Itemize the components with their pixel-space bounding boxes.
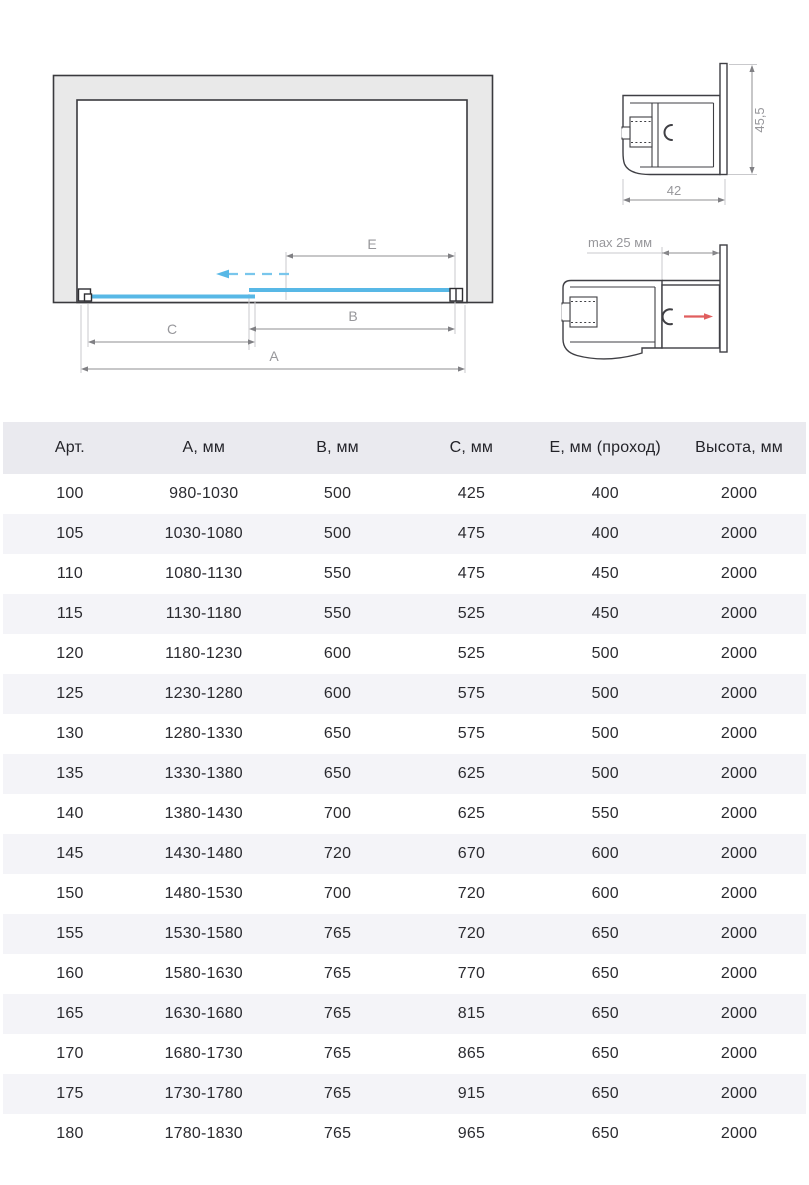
dim-label-e: E [367,236,377,252]
table-cell: 2000 [720,965,758,982]
table-cell: 475 [457,525,486,542]
table-cell: 525 [457,645,486,662]
table-cell: 765 [323,1125,352,1142]
table-row [3,514,806,554]
col-header-e: Е, мм (проход) [538,422,672,474]
table-cell: 2000 [720,565,758,582]
table-cell: 400 [591,525,619,542]
table-cell: 650 [591,925,619,942]
table-row [3,874,806,914]
table-cell: 2000 [720,1125,758,1142]
col-header-c: С, мм [404,422,538,474]
table-cell: 525 [457,605,486,622]
table-cell: 120 [56,645,84,662]
table-cell: 2000 [720,605,758,622]
table-cell: 145 [56,845,84,862]
dim-label-b: B [348,308,358,324]
table-cell: 500 [591,685,619,702]
table-cell: 135 [56,765,84,782]
table-row [3,794,806,834]
table-cell: 720 [457,925,486,942]
arrowhead [749,65,754,72]
table-cell: 1280-1330 [164,725,243,742]
table-cell: 150 [56,885,84,902]
technical-drawing-section [0,0,809,420]
opening-outline [77,100,467,303]
table-row [3,594,806,634]
table-cell: 125 [56,685,84,702]
table-cell: 1080-1130 [165,565,243,582]
table-cell: 1630-1680 [164,1005,243,1022]
sliding-door-panel [249,288,458,292]
table-cell: 720 [457,885,486,902]
table-cell: 2000 [720,485,758,502]
wall-bracket-left [79,289,92,301]
table-cell: 1730-1780 [164,1085,243,1102]
arrowhead [623,197,630,202]
table-row [3,754,806,794]
table-cell: 770 [457,965,486,982]
dimensions-table-header [3,422,806,474]
table-cell: 1330-1380 [164,765,243,782]
table-cell: 2000 [720,725,758,742]
table-cell: 2000 [720,1045,758,1062]
table-cell: 650 [323,725,352,742]
dimensions-table [3,422,806,1154]
table-cell: 2000 [720,1005,758,1022]
dimensions-table-body [3,474,806,1154]
table-cell: 650 [591,1005,619,1022]
table-cell: 115 [56,605,83,622]
table-cell: 1430-1480 [164,845,243,862]
table-cell: 650 [591,1125,619,1142]
table-cell: 2000 [720,805,758,822]
table-row [3,1114,806,1154]
table-cell: 700 [323,885,352,902]
table-cell: 500 [591,765,619,782]
table-row [3,634,806,674]
table-cell: 1580-1630 [164,965,243,982]
table-cell: 765 [323,1045,352,1062]
profile1-height-label: 45,5 [752,107,767,133]
wall-bracket-right [450,289,463,302]
dim-label-c: C [166,321,178,337]
table-cell: 500 [591,645,619,662]
table-cell: 1780-1830 [164,1125,243,1142]
table-cell: 450 [591,565,619,582]
table-cell: 700 [323,805,352,822]
table-cell: 650 [323,765,352,782]
table-cell: 2000 [720,685,758,702]
profile2-fin [720,245,727,352]
table-cell: 500 [323,525,352,542]
table-cell: 175 [56,1085,84,1102]
profile-section-corner [622,64,767,203]
table-cell: 550 [323,565,352,582]
table-cell: 1130-1180 [165,605,242,622]
table-cell: 2000 [720,885,758,902]
table-cell: 600 [591,845,619,862]
table-cell: 600 [591,885,619,902]
table-row [3,994,806,1034]
table-row [3,554,806,594]
profile1-width-label: 42 [666,183,682,198]
table-cell: 965 [457,1125,486,1142]
table-cell: 720 [323,845,352,862]
table-cell: 130 [56,725,84,742]
table-cell: 550 [591,805,619,822]
table-row [3,834,806,874]
table-cell: 865 [457,1045,486,1062]
table-row [3,474,806,514]
table-cell: 2000 [720,1085,758,1102]
table-cell: 425 [457,485,486,502]
table-cell: 170 [56,1045,84,1062]
table-cell: 2000 [720,645,758,662]
table-cell: 100 [56,485,84,502]
table-row [3,914,806,954]
col-header-art: Арт. [3,422,137,474]
table-cell: 1030-1080 [164,525,243,542]
table-cell: 600 [323,685,352,702]
table-row [3,954,806,994]
table-cell: 575 [457,725,486,742]
table-cell: 105 [56,525,84,542]
table-cell: 550 [323,605,352,622]
table-cell: 1480-1530 [164,885,243,902]
table-cell: 650 [591,965,619,982]
table-cell: 980-1030 [169,485,239,502]
table-row [3,714,806,754]
table-cell: 650 [591,1085,619,1102]
table-cell: 500 [591,725,619,742]
arrowhead [749,167,754,174]
table-cell: 180 [56,1125,84,1142]
shower-door-schematic [0,0,809,420]
table-cell: 1230-1280 [164,685,243,702]
profile2-gap-label: max 25 мм [588,235,653,250]
col-header-a: А, мм [137,422,271,474]
table-row [3,674,806,714]
profile-section-extension [562,235,727,359]
table-cell: 450 [591,605,619,622]
table-cell: 915 [457,1085,486,1102]
table-cell: 625 [457,805,486,822]
col-header-b: В, мм [271,422,405,474]
table-cell: 400 [591,485,619,502]
table-cell: 600 [323,645,352,662]
table-cell: 625 [457,765,486,782]
dim-label-a: A [269,348,279,364]
table-row [3,1074,806,1114]
header-row [3,422,806,474]
table-cell: 1530-1580 [164,925,243,942]
table-cell: 765 [323,1085,352,1102]
table-cell: 765 [323,1005,352,1022]
table-cell: 2000 [720,765,758,782]
table-cell: 575 [457,685,486,702]
table-cell: 2000 [720,525,758,542]
table-cell: 1680-1730 [164,1045,243,1062]
table-cell: 165 [56,1005,84,1022]
table-cell: 1180-1230 [165,645,243,662]
table-cell: 2000 [720,925,758,942]
table-cell: 475 [457,565,486,582]
table-cell: 2000 [720,845,758,862]
table-cell: 670 [457,845,486,862]
table-cell: 765 [323,925,352,942]
table-cell: 1380-1430 [164,805,243,822]
table-cell: 500 [323,485,352,502]
table-cell: 110 [56,565,83,582]
profile1-fin [720,64,727,175]
fixed-glass-panel [86,295,255,299]
col-header-height: Высота, мм [672,422,806,474]
table-cell: 765 [323,965,352,982]
table-cell: 155 [56,925,84,942]
arrowhead [718,197,725,202]
table-cell: 650 [591,1045,619,1062]
table-cell: 815 [457,1005,486,1022]
table-cell: 160 [56,965,84,982]
table-cell: 140 [56,805,84,822]
table-row [3,1034,806,1074]
